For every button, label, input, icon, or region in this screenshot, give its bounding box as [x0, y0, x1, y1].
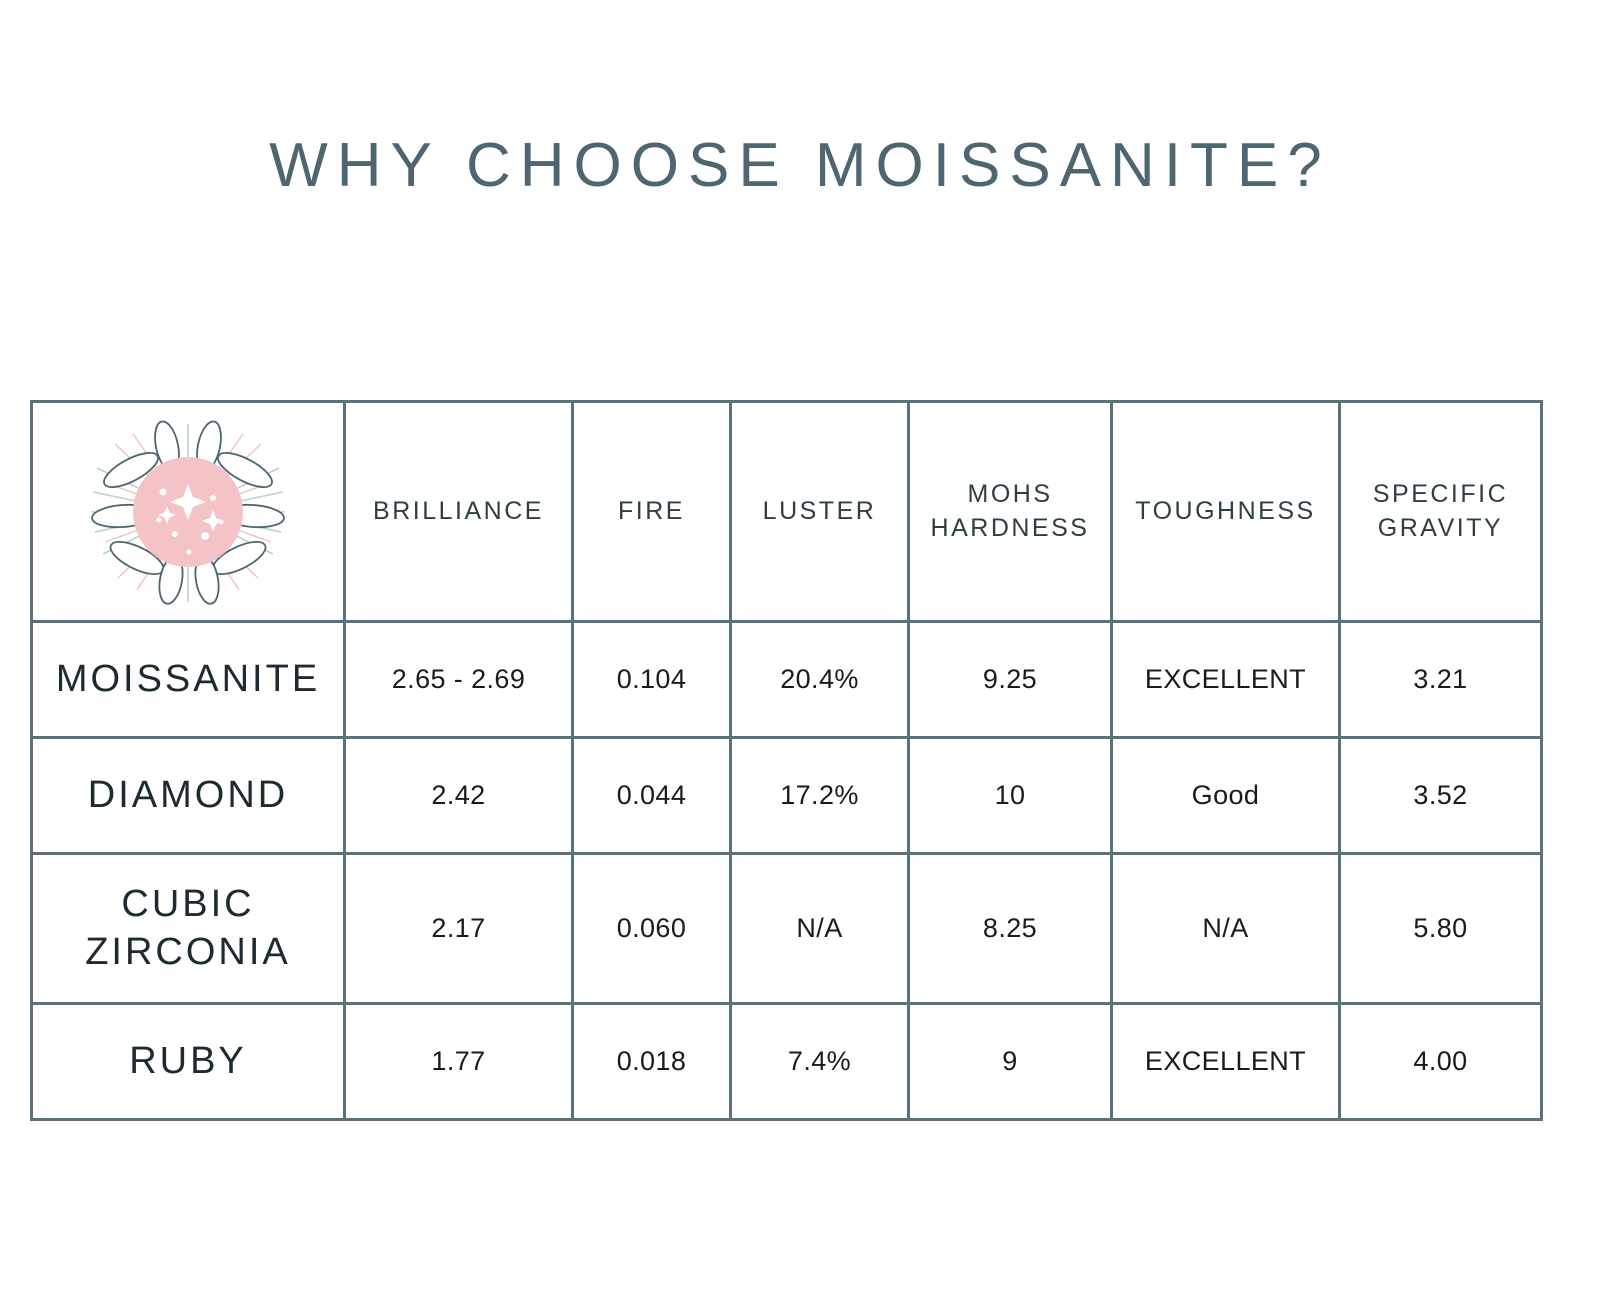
cell-diamond-brilliance: 2.42 — [345, 738, 573, 854]
table-row — [32, 854, 1542, 1004]
comparison-table — [30, 400, 1543, 1121]
cell-diamond-toughness: Good — [1112, 738, 1340, 854]
cell-moissanite-toughness: EXCELLENT — [1112, 622, 1340, 738]
table-body — [32, 622, 1542, 1120]
cell-moissanite-mohs-hardness: 9.25 — [909, 622, 1112, 738]
row-label-ruby: RUBY — [32, 1004, 345, 1120]
page-title: WHY CHOOSE MOISSANITE? — [269, 131, 1331, 200]
table-row — [32, 738, 1542, 854]
cell-cubic-zirconia-toughness: N/A — [1112, 854, 1340, 1004]
column-header-luster: LUSTER — [731, 402, 909, 622]
cell-ruby-brilliance: 1.77 — [345, 1004, 573, 1120]
row-label-cubic-zirconia: CUBIC ZIRCONIA — [32, 854, 345, 1004]
cell-moissanite-fire: 0.104 — [573, 622, 731, 738]
cell-diamond-fire: 0.044 — [573, 738, 731, 854]
table-header — [32, 402, 1542, 622]
cell-diamond-luster: 17.2% — [731, 738, 909, 854]
cell-moissanite-brilliance: 2.65 - 2.69 — [345, 622, 573, 738]
cell-cubic-zirconia-specific-gravity: 5.80 — [1340, 854, 1542, 1004]
column-header-specific-gravity: SPECIFIC GRAVITY — [1340, 402, 1542, 622]
cell-diamond-specific-gravity: 3.52 — [1340, 738, 1542, 854]
cell-cubic-zirconia-mohs-hardness: 8.25 — [909, 854, 1112, 1004]
table-row — [32, 622, 1542, 738]
cell-moissanite-specific-gravity: 3.21 — [1340, 622, 1542, 738]
column-header-brilliance: BRILLIANCE — [345, 402, 573, 622]
cell-moissanite-luster: 20.4% — [731, 622, 909, 738]
column-header-fire: FIRE — [573, 402, 731, 622]
floral-burst-icon — [33, 404, 343, 620]
cell-ruby-luster: 7.4% — [731, 1004, 909, 1120]
cell-diamond-mohs-hardness: 10 — [909, 738, 1112, 854]
cell-ruby-toughness: EXCELLENT — [1112, 1004, 1340, 1120]
cell-ruby-specific-gravity: 4.00 — [1340, 1004, 1542, 1120]
column-header-toughness: TOUGHNESS — [1112, 402, 1340, 622]
table-header-row — [32, 402, 1542, 622]
cell-ruby-mohs-hardness: 9 — [909, 1004, 1112, 1120]
brand-logo-cell — [32, 402, 345, 622]
cell-cubic-zirconia-brilliance: 2.17 — [345, 854, 573, 1004]
cell-ruby-fire: 0.018 — [573, 1004, 731, 1120]
row-label-diamond: DIAMOND — [32, 738, 345, 854]
comparison-table-wrapper — [30, 400, 1540, 1121]
cell-cubic-zirconia-luster: N/A — [731, 854, 909, 1004]
cell-cubic-zirconia-fire: 0.060 — [573, 854, 731, 1004]
column-header-mohs-hardness: MOHS HARDNESS — [909, 402, 1112, 622]
row-label-moissanite: MOISSANITE — [32, 622, 345, 738]
table-row — [32, 1004, 1542, 1120]
